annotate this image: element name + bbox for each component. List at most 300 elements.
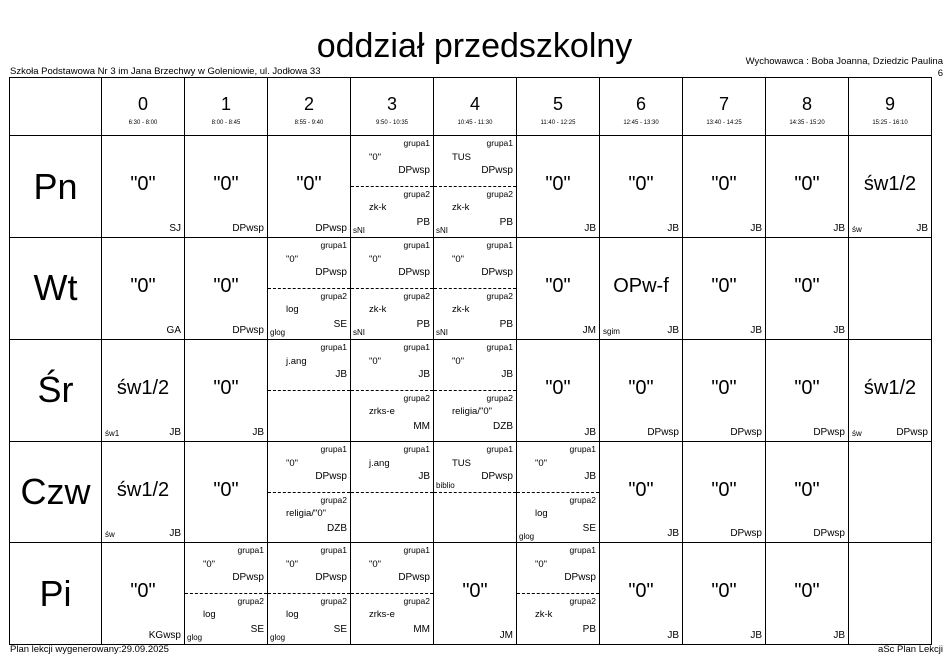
- lesson-cell: [185, 543, 268, 645]
- lesson-teacher: JB: [833, 223, 845, 235]
- lesson: [268, 543, 350, 644]
- lesson-cell: [434, 136, 517, 238]
- group-bottom: [351, 492, 433, 543]
- lesson: [102, 340, 184, 441]
- group-label: grupa1: [403, 240, 430, 251]
- day-label: Pn: [10, 136, 102, 238]
- period-number: 3: [386, 93, 397, 114]
- day-row: [10, 136, 932, 238]
- group-bottom: [434, 492, 516, 543]
- lesson-cell: [517, 543, 600, 645]
- group-label: grupa2: [486, 392, 513, 403]
- group-label: grupa2: [486, 291, 513, 302]
- lesson-cell: [849, 238, 932, 340]
- group-top: [434, 340, 516, 390]
- lesson-cell: [351, 543, 434, 645]
- group-teacher: DPwsp: [315, 572, 347, 584]
- lesson-subject: "0": [213, 275, 239, 298]
- lesson-cell: [268, 238, 351, 340]
- lesson-teacher: JB: [169, 528, 181, 540]
- group-label: grupa1: [403, 138, 430, 149]
- group-label: grupa2: [403, 189, 430, 200]
- group-room: glog: [187, 633, 203, 643]
- period-header: [434, 78, 517, 136]
- lesson-subject: "0": [545, 275, 571, 298]
- group-subject: j.ang: [286, 355, 307, 367]
- lesson: [434, 442, 516, 543]
- lesson-subject: OPw-f: [613, 275, 669, 298]
- group-bottom: [185, 593, 267, 644]
- lesson-subject: "0": [130, 275, 156, 298]
- period-number: 7: [718, 93, 729, 114]
- lesson-cell: [600, 238, 683, 340]
- group-teacher: DPwsp: [398, 267, 430, 279]
- lesson: [434, 340, 516, 441]
- lesson-subject: św1/2: [116, 376, 170, 399]
- period-time: 13:40 - 14:25: [706, 119, 742, 126]
- group-subject: "0": [369, 152, 382, 164]
- school-name: Szkoła Podstawowa Nr 3 im Jana Brzechwy w Goleniowie, ul. Jodłowa 33: [10, 66, 321, 77]
- group-label: grupa2: [320, 596, 347, 607]
- lesson-teacher: JB: [750, 630, 762, 641]
- lesson-teacher: JB: [750, 324, 762, 336]
- lesson: [849, 340, 931, 441]
- period-number: 0: [137, 93, 148, 114]
- group-subject: zk-k: [369, 304, 387, 316]
- day-label: Czw: [10, 441, 102, 543]
- lesson-cell: [683, 543, 766, 645]
- lesson-teacher: JB: [169, 426, 181, 438]
- period-header: [268, 78, 351, 136]
- group-teacher: PB: [582, 624, 596, 636]
- lesson-cell: [351, 136, 434, 238]
- group-label: grupa2: [320, 494, 347, 505]
- day-label: Śr: [10, 339, 102, 441]
- group-bottom: [268, 288, 350, 339]
- lesson-cell: [351, 441, 434, 543]
- period-time: 15:25 - 16:10: [872, 119, 908, 126]
- lesson: [600, 442, 682, 543]
- group-top: [268, 238, 350, 288]
- lesson-teacher: DPwsp: [315, 223, 347, 235]
- lesson-cell: [683, 441, 766, 543]
- lesson: [434, 238, 516, 339]
- lesson: [517, 238, 599, 339]
- period-header: [849, 78, 932, 136]
- period-time: 9:50 - 10:35: [375, 119, 409, 126]
- lesson-cell: [600, 339, 683, 441]
- group-bottom: [351, 288, 433, 339]
- lesson-room: św: [105, 530, 115, 540]
- lesson: [185, 136, 267, 237]
- lesson-cell: [434, 441, 517, 543]
- lesson-cell: [102, 339, 185, 441]
- day-row: [10, 543, 932, 645]
- group-subject: zk-k: [369, 202, 387, 214]
- lesson: [434, 136, 516, 237]
- lesson-cell: [683, 238, 766, 340]
- group-subject: "0": [535, 457, 548, 469]
- lesson: [683, 340, 765, 441]
- teacher-info: [746, 56, 943, 79]
- lesson-subject: "0": [296, 173, 322, 196]
- lesson-room: sgim: [603, 326, 620, 336]
- group-teacher: MM: [413, 624, 430, 636]
- group-subject: log: [286, 304, 299, 316]
- group-label: grupa1: [403, 443, 430, 454]
- lesson: [351, 442, 433, 543]
- lesson-cell: [268, 441, 351, 543]
- group-top: [434, 442, 516, 492]
- lesson-teacher: GA: [166, 324, 181, 336]
- lesson-cell: [517, 441, 600, 543]
- app-name: aSc Plan Lekcji: [878, 644, 943, 655]
- group-label: grupa2: [237, 596, 264, 607]
- lesson: [517, 340, 599, 441]
- lesson: [683, 136, 765, 237]
- group-teacher: JB: [584, 470, 596, 482]
- group-label: grupa1: [486, 240, 513, 251]
- period-number: 1: [220, 93, 231, 114]
- lesson: [185, 543, 267, 644]
- group-label: grupa1: [320, 240, 347, 251]
- lesson-teacher: JB: [667, 324, 679, 336]
- lesson: [849, 238, 931, 339]
- group-top: [268, 543, 350, 593]
- group-label: grupa1: [486, 443, 513, 454]
- lesson-cell: [434, 543, 517, 645]
- lesson-cell: [766, 238, 849, 340]
- group-teacher: DPwsp: [481, 267, 513, 279]
- group-subject: zk-k: [535, 609, 553, 621]
- teacher-names: Wychowawca : Boba Joanna, Dziedzic Paulina: [745, 56, 943, 67]
- group-top: [351, 238, 433, 288]
- period-time: 6:30 - 8:00: [128, 119, 158, 126]
- group-subject: religia/"0": [452, 405, 493, 417]
- group-label: grupa1: [569, 443, 596, 454]
- lesson-cell: [434, 238, 517, 340]
- group-subject: log: [203, 609, 216, 621]
- lesson-room: św: [852, 428, 862, 438]
- group-teacher: PB: [499, 319, 513, 331]
- timetable: [9, 77, 932, 645]
- group-bottom: [351, 186, 433, 237]
- lesson: [600, 340, 682, 441]
- lesson-cell: [600, 441, 683, 543]
- group-subject: "0": [369, 254, 382, 266]
- lesson-cell: [185, 238, 268, 340]
- lesson: [268, 340, 350, 441]
- lesson-cell: [102, 441, 185, 543]
- lesson: [766, 442, 848, 543]
- group-teacher: PB: [416, 217, 430, 229]
- lesson-cell: [185, 441, 268, 543]
- lesson-subject: "0": [213, 173, 239, 196]
- lesson: [102, 543, 184, 644]
- lesson: [434, 543, 516, 644]
- lesson-teacher: JB: [667, 528, 679, 540]
- lesson-teacher: DPwsp: [813, 528, 845, 540]
- group-bottom: [517, 593, 599, 644]
- group-subject: zrks-e: [369, 609, 395, 621]
- page-title: oddział przedszkolny: [316, 27, 633, 65]
- lesson-subject: "0": [462, 580, 488, 603]
- lesson-subject: "0": [711, 376, 737, 399]
- group-subject: "0": [203, 559, 216, 571]
- group-top: [351, 543, 433, 593]
- group-subject: "0": [535, 559, 548, 571]
- group-subject: log: [286, 609, 299, 621]
- lesson: [766, 543, 848, 644]
- group-room: sNI: [353, 226, 365, 236]
- day-label: Pi: [10, 543, 102, 645]
- group-subject: zrks-e: [369, 405, 395, 417]
- lesson-cell: [102, 543, 185, 645]
- lesson-teacher: JB: [833, 630, 845, 641]
- group-top: [517, 442, 599, 492]
- lesson: [600, 136, 682, 237]
- lesson-subject: "0": [213, 478, 239, 501]
- lesson: [185, 340, 267, 441]
- period-header: [683, 78, 766, 136]
- group-subject: "0": [369, 559, 382, 571]
- lesson-subject: "0": [794, 580, 820, 603]
- lesson: [268, 136, 350, 237]
- group-subject: "0": [286, 559, 299, 571]
- lesson-cell: [766, 339, 849, 441]
- lesson-cell: [351, 339, 434, 441]
- lesson-teacher: JB: [667, 223, 679, 235]
- period-time: 11:40 - 12:25: [540, 119, 576, 126]
- group-teacher: DPwsp: [398, 572, 430, 584]
- lesson: [600, 543, 682, 644]
- lesson-cell: [600, 543, 683, 645]
- lesson: [102, 136, 184, 237]
- period-time: 8:55 - 9:40: [294, 119, 324, 126]
- group-teacher: DPwsp: [315, 470, 347, 482]
- lesson-teacher: DPwsp: [813, 426, 845, 438]
- lesson-teacher: DPwsp: [647, 426, 679, 438]
- period-header: [185, 78, 268, 136]
- period-number: 4: [469, 93, 480, 114]
- group-label: grupa2: [569, 494, 596, 505]
- group-teacher: DPwsp: [398, 165, 430, 177]
- period-header: [517, 78, 600, 136]
- lesson-teacher: JB: [584, 223, 596, 235]
- lesson-subject: "0": [213, 376, 239, 399]
- group-teacher: DZB: [327, 522, 347, 534]
- lesson-teacher: SJ: [169, 223, 181, 235]
- lesson-cell: [268, 339, 351, 441]
- lesson-subject: "0": [130, 173, 156, 196]
- group-label: grupa1: [320, 443, 347, 454]
- lesson-cell: [849, 339, 932, 441]
- lesson: [351, 238, 433, 339]
- period-number: 6: [635, 93, 646, 114]
- lesson-subject: "0": [794, 275, 820, 298]
- lesson-teacher: KGwsp: [148, 630, 181, 641]
- lesson: [849, 442, 931, 543]
- lesson-subject: św1/2: [116, 478, 170, 501]
- lesson: [600, 238, 682, 339]
- lesson: [351, 136, 433, 237]
- lesson-teacher: JB: [252, 426, 264, 438]
- lesson: [683, 238, 765, 339]
- lesson-subject: "0": [794, 478, 820, 501]
- day-row: [10, 441, 932, 543]
- group-room: sNI: [353, 328, 365, 338]
- lesson: [683, 442, 765, 543]
- group-label: grupa1: [486, 341, 513, 352]
- group-subject: "0": [452, 355, 465, 367]
- group-label: grupa1: [320, 341, 347, 352]
- lesson-teacher: JB: [916, 223, 928, 235]
- period-header-row: [10, 78, 932, 136]
- lesson-subject: "0": [711, 275, 737, 298]
- group-top: [268, 442, 350, 492]
- lesson-cell: [683, 136, 766, 238]
- lesson: [268, 442, 350, 543]
- lesson: [517, 442, 599, 543]
- group-top: [434, 238, 516, 288]
- group-room: glog: [270, 328, 286, 338]
- period-time: 14:35 - 15:20: [789, 119, 825, 126]
- period-number: 8: [801, 93, 812, 114]
- group-teacher: DPwsp: [232, 572, 264, 584]
- lesson-cell: [351, 238, 434, 340]
- lesson-cell: [185, 136, 268, 238]
- lesson: [766, 340, 848, 441]
- group-label: grupa2: [403, 392, 430, 403]
- corner-cell: [10, 78, 102, 136]
- generated-date: Plan lekcji wygenerowany:29.09.2025: [10, 644, 169, 655]
- period-number: 5: [552, 93, 563, 114]
- lesson: [766, 238, 848, 339]
- group-label: grupa2: [320, 291, 347, 302]
- day-row: [10, 339, 932, 441]
- day-row: [10, 238, 932, 340]
- group-teacher: JB: [418, 368, 430, 380]
- group-top: [185, 543, 267, 593]
- lesson-cell: [849, 543, 932, 645]
- lesson-subject: św1/2: [863, 173, 917, 196]
- group-label: grupa1: [486, 138, 513, 149]
- group-teacher: DPwsp: [481, 165, 513, 177]
- group-bottom: [434, 288, 516, 339]
- lesson: [185, 442, 267, 543]
- group-teacher: JB: [418, 470, 430, 482]
- group-label: grupa1: [403, 545, 430, 556]
- group-label: grupa1: [569, 545, 596, 556]
- group-subject: zk-k: [452, 304, 470, 316]
- group-teacher: DPwsp: [315, 267, 347, 279]
- lesson-cell: [766, 543, 849, 645]
- lesson: [517, 543, 599, 644]
- lesson-subject: "0": [628, 478, 654, 501]
- lesson-cell: [268, 136, 351, 238]
- group-subject: log: [535, 507, 548, 519]
- group-top: [351, 136, 433, 186]
- lesson-subject: "0": [711, 478, 737, 501]
- lesson-subject: "0": [130, 580, 156, 603]
- lesson-subject: "0": [545, 173, 571, 196]
- period-header: [600, 78, 683, 136]
- lesson-cell: [185, 339, 268, 441]
- lesson: [102, 238, 184, 339]
- lesson-teacher: JB: [750, 223, 762, 235]
- period-number: 9: [884, 93, 895, 114]
- lesson: [849, 543, 931, 644]
- group-teacher: SE: [333, 624, 347, 636]
- group-bottom: [268, 492, 350, 543]
- lesson-subject: "0": [628, 376, 654, 399]
- lesson-room: św: [852, 225, 862, 235]
- group-label: grupa2: [486, 189, 513, 200]
- period-header: [766, 78, 849, 136]
- lesson-cell: [102, 136, 185, 238]
- group-label: grupa2: [569, 596, 596, 607]
- group-bottom: [434, 186, 516, 237]
- group-room: sNI: [436, 226, 448, 236]
- lesson-subject: "0": [711, 173, 737, 196]
- lesson-subject: "0": [794, 376, 820, 399]
- lesson: [102, 442, 184, 543]
- lesson-teacher: DPwsp: [232, 324, 264, 336]
- lesson: [683, 543, 765, 644]
- period-time: 8:00 - 8:45: [211, 119, 241, 126]
- group-teacher: DPwsp: [481, 470, 513, 482]
- group-teacher: DPwsp: [564, 572, 596, 584]
- period-header: [102, 78, 185, 136]
- lesson: [351, 340, 433, 441]
- lesson-cell: [766, 441, 849, 543]
- lesson: [766, 136, 848, 237]
- group-teacher: DZB: [493, 420, 513, 432]
- lesson-subject: "0": [794, 173, 820, 196]
- class-count: 6: [937, 68, 943, 79]
- lesson-teacher: JB: [833, 324, 845, 336]
- group-subject: "0": [369, 355, 382, 367]
- period-header: [351, 78, 434, 136]
- group-room: glog: [270, 633, 286, 643]
- lesson-teacher: JM: [499, 630, 513, 641]
- lesson-subject: "0": [545, 376, 571, 399]
- group-subject: "0": [286, 254, 299, 266]
- lesson-teacher: DPwsp: [896, 426, 928, 438]
- group-teacher: PB: [416, 319, 430, 331]
- lesson-cell: [517, 238, 600, 340]
- lesson-teacher: DPwsp: [232, 223, 264, 235]
- group-bottom: [268, 593, 350, 644]
- lesson-subject: "0": [628, 580, 654, 603]
- period-time: 12:45 - 13:30: [623, 119, 659, 126]
- group-bottom: [351, 390, 433, 441]
- lesson-subject: "0": [711, 580, 737, 603]
- lesson-cell: [766, 136, 849, 238]
- lesson-cell: [849, 441, 932, 543]
- group-subject: j.ang: [369, 457, 390, 469]
- group-subject: TUS: [452, 152, 471, 164]
- group-subject: religia/"0": [286, 507, 327, 519]
- group-top: [434, 136, 516, 186]
- group-teacher: MM: [413, 420, 430, 432]
- group-top: [351, 340, 433, 390]
- group-teacher: PB: [499, 217, 513, 229]
- group-label: grupa2: [403, 596, 430, 607]
- group-teacher: JB: [501, 368, 513, 380]
- lesson-teacher: JM: [582, 324, 596, 336]
- group-subject: TUS: [452, 457, 471, 469]
